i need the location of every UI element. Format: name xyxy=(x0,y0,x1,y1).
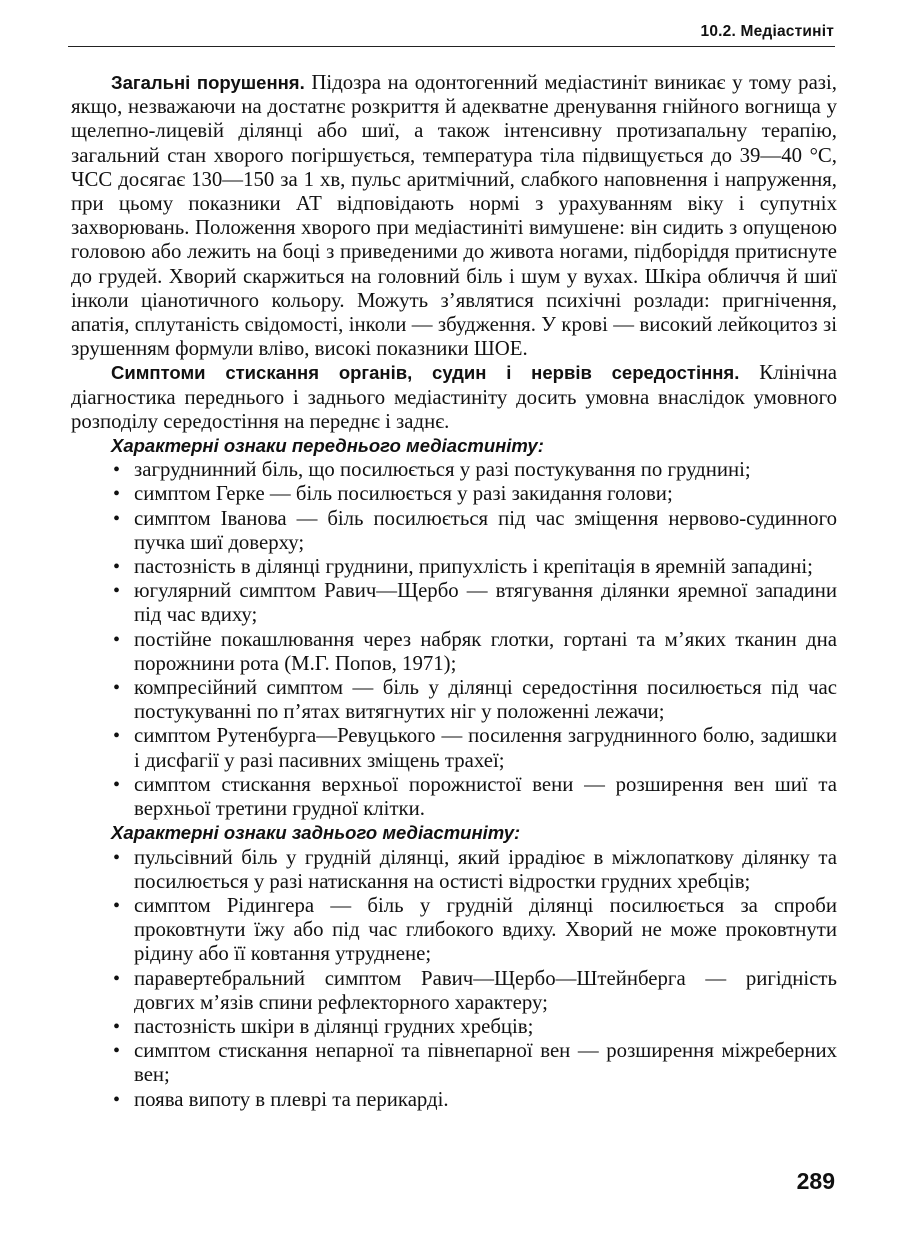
bullet-icon: • xyxy=(113,483,121,506)
header-rule xyxy=(68,46,835,47)
list-item-text: югулярний симптом Равич—Щербо — втягування ділянки яремної западини під час вдиху; xyxy=(134,579,837,627)
page-number: 289 xyxy=(796,1168,835,1194)
list-item xyxy=(71,773,837,821)
page-header xyxy=(0,0,907,60)
list-item-text: загруднинний біль, що посилюється у разі постукування по груднині; xyxy=(134,458,751,482)
list-item xyxy=(71,507,837,555)
bullet-icon: • xyxy=(113,967,121,990)
list-item-text: симптом стискання непарної та півнепарної вен — розширення міжреберних вен; xyxy=(134,1039,837,1087)
list-item-text: поява випоту в плеврі та перикарді. xyxy=(134,1087,449,1111)
paragraph-heading: Симптоми стискання органів, судин і нервів середостіння. xyxy=(111,362,740,384)
list-item-text: пастозність в ділянці груднини, припухлість і крепітація в яремній западині; xyxy=(134,555,813,579)
bullet-icon: • xyxy=(113,580,121,603)
list-item xyxy=(71,555,837,579)
list-item xyxy=(71,1088,837,1112)
list-item-text: постійне покашлювання через набряк глотки, гортані та м’яких тканин дна порожнини рота (М.Г. Попов, 1971); xyxy=(134,627,837,675)
list-item-text: симптом Іванова — біль посилюється під час зміщення нервово-судинного пучка шиї доверху; xyxy=(134,506,837,554)
paragraph-heading: Загальні порушення. xyxy=(111,72,305,93)
list-item-text: симптом Рутенбурга—Ревуцького — посилення загруднинного болю, задишки і дисфагії у разі пасивних зміщень трахеї; xyxy=(134,724,837,772)
list-item-text: симптом стискання верхньої порожнистої вени — розширення вен шиї та верхньої третини грудної клітки. xyxy=(134,772,837,821)
posterior-signs-list xyxy=(71,846,837,1112)
list-item xyxy=(71,458,837,482)
paragraph-text: Підозра на одонтогенний медіастиніт виникає у тому разі, якщо, незважаючи на достатнє розкриття й адекватне дренування гнійного вогнища у щелепно-лицевій ділянці або шиї, а також інтенсивну протизапальну терапію, загальний стан хворого погіршується, температура тіла підвищується до 39—40 °С, ЧСС досягає 130—150 за 1 хв, пульс аритмічний, слабкого наповнення і напруження, при цьому показники АТ відповідають нормі з урахуванням віку і супутніх захворювань. Положення хворого при медіастиніті вимушене: він сидить з опущеною головою або лежить на боці з приведеними до живота ногами, підборіддя притиснуте до грудей. Хворий скаржиться на головний біль і шум у вухах. Шкіра обличчя й шиї інколи ціанотичного кольору. Можуть з’являтися психічні розлади: пригнічення, апатія, сплутаність свідомості, інколи — збудження. У крові — високий лейкоцитоз зі зрушенням формули вліво, високі показники ШОЕ. xyxy=(71,71,838,361)
running-section-title: 10.2. Медіастиніт xyxy=(700,23,834,40)
bullet-icon: • xyxy=(113,725,121,748)
list-item xyxy=(71,628,837,676)
list-item xyxy=(71,1015,837,1039)
paragraph-text: Клінічна діагностика переднього і заднього медіастиніту досить умовна внаслідок умовного розподілу середостіння на переднє і заднє. xyxy=(71,361,837,433)
bullet-icon: • xyxy=(113,677,121,700)
list-item xyxy=(71,967,837,1015)
paragraph-compression-symptoms xyxy=(71,361,837,434)
bullet-icon: • xyxy=(113,1088,121,1111)
list-item xyxy=(71,894,837,967)
list-item-text: паравертебральний симптом Равич—Щербо—Штейнберга — ригідність довгих м’язів спини рефлекторного характеру; xyxy=(134,966,837,1014)
list-item xyxy=(71,482,837,506)
bullet-icon: • xyxy=(113,1015,121,1038)
bullet-icon: • xyxy=(113,1040,121,1063)
list-item-text: пульсівний біль у грудній ділянці, який іррадіює в міжлопаткову ділянку та посилюється у разі натискання на остисті відростки грудних хребців; xyxy=(134,845,837,893)
list-item xyxy=(71,1039,837,1087)
posterior-signs-heading: Характерні ознаки заднього медіастиніту: xyxy=(111,822,521,844)
bullet-icon: • xyxy=(113,459,121,482)
list-item xyxy=(71,676,837,724)
list-item xyxy=(71,846,837,894)
bullet-icon: • xyxy=(113,556,121,579)
list-item-text: симптом Рідингера — біль у грудній ділянці посилюється за спроби проковтнути їжу або під час глибокого вдиху. Хворий не може проковтнути рідину або її ковтання утруднене; xyxy=(134,893,837,966)
list-item-text: пастозність шкіри в ділянці грудних хребців; xyxy=(134,1014,534,1038)
list-item xyxy=(71,724,837,772)
list-item-text: компресійний симптом — біль у ділянці середостіння посилюється під час постукуванні по п’ятах витягнутих ніг у положенні лежачи; xyxy=(134,676,837,724)
list-item-text: симптом Герке — біль посилюється у разі закидання голови; xyxy=(134,482,673,506)
bullet-icon: • xyxy=(113,507,121,530)
bullet-icon: • xyxy=(113,846,121,869)
bullet-icon: • xyxy=(113,894,121,917)
page-body xyxy=(71,71,837,1112)
bullet-icon: • xyxy=(113,773,121,796)
anterior-signs-heading: Характерні ознаки переднього медіастиніту: xyxy=(111,435,544,457)
anterior-signs-list xyxy=(71,458,837,821)
paragraph-general-disorders xyxy=(71,71,837,361)
bullet-icon: • xyxy=(113,628,121,651)
list-item xyxy=(71,579,837,627)
